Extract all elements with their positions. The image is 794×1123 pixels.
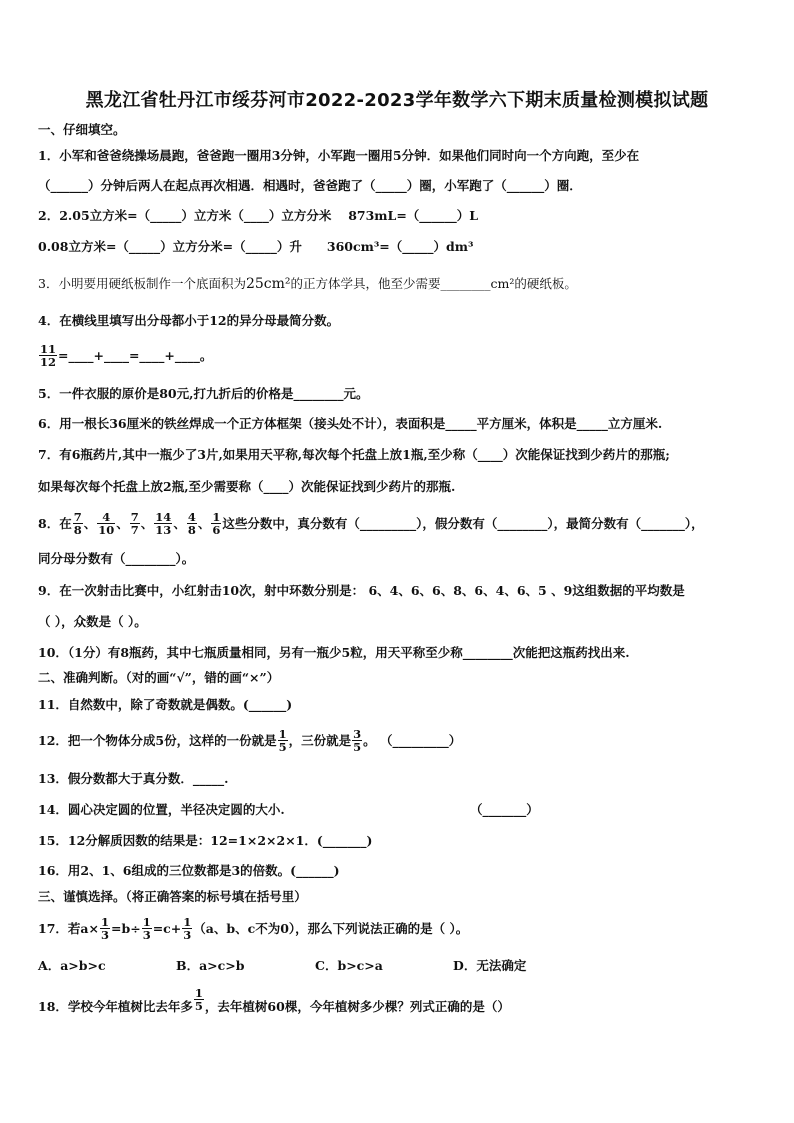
fraction-4-10: $\frac{4}{10}$ — [98, 510, 115, 537]
fraction-7-8: $\frac{7}{8}$ — [73, 510, 82, 537]
question-8-prefix: 8．在 — [38, 515, 72, 531]
question-12-text-c: 。 （_________） — [363, 732, 462, 748]
question-3-text-c: 的硬纸板。 — [514, 276, 577, 291]
question-17-option-a: A．a>b>c — [38, 958, 106, 973]
fraction-1-3: $\frac{1}{3}$ — [142, 915, 151, 942]
question-2-line-1: 2．2.05立方米=（_____）立方米（____）立方分米 873mL=（______）L — [38, 208, 479, 223]
fraction-4-8: $\frac{4}{8}$ — [187, 510, 196, 537]
question-18-text-b: ，去年植树60棵，今年植树多少棵？列式正确的是（） — [204, 998, 510, 1014]
question-17: 17．若a× $\frac{1}{3}$ =b÷ $\frac{1}{3}$ =c+ $\frac{1}{3}$ （a、b、c不为0），那么下列说法正确的是（ ）。 — [38, 910, 468, 947]
fraction-3-5: $\frac{3}{5}$ — [353, 727, 362, 754]
question-3 — [38, 274, 577, 294]
fraction-1-5: $\frac{1}{5}$ — [194, 986, 203, 1013]
question-12 — [38, 722, 461, 759]
fraction-14-13: $\frac{14}{13}$ — [155, 510, 172, 537]
question-17-option-c: C．b>c>a — [315, 958, 383, 973]
question-3-text-a: 3．小明要用硬纸板制作一个底面积为 — [38, 276, 246, 291]
question-17-option-b: B．a>c>b — [176, 958, 245, 973]
question-1-line-1: 1．小军和爸爸绕操场晨跑，爸爸跑一圈用3分钟，小军跑一圈用5分钟．如果他们同时向一个方向跑，至少在 — [38, 148, 640, 163]
question-6: 6．用一根长36厘米的铁丝焊成一个正方体框架（接头处不计），表面积是_____平方厘米，体积是_____立方厘米. — [38, 416, 663, 431]
question-2-line-2: 0.08立方米=（_____）立方分米=（_____）升 360cm³=（_____）dm³ — [38, 239, 474, 254]
question-8-suffix: 这些分数中，真分数有（_________），假分数有（________），最简分数有（_______）， — [222, 515, 704, 531]
question-1-line-2: （______）分钟后两人在起点再次相遇．相遇时，爸爸跑了（_____）圈，小军跑了（______）圈． — [38, 178, 582, 193]
fraction-1-5: $\frac{1}{5}$ — [278, 727, 287, 754]
page-title: 黑龙江省牡丹江市绥芬河市2022-2023学年数学六下期末质量检测模拟试题 — [85, 90, 709, 111]
fraction-7-7: $\frac{7}{7}$ — [130, 510, 139, 537]
section-2-heading: 二、准确判断。（对的画“√”，错的画“×”） — [38, 670, 280, 685]
fraction-1-6: $\frac{1}{6}$ — [212, 510, 221, 537]
question-3-text-b: 的正方体学具，他至少需要________ — [290, 276, 491, 291]
question-15: 15．12分解质因数的结果是：12=1×2×2×1．(_______) — [38, 833, 373, 848]
question-3-area: 25cm² — [245, 276, 291, 292]
question-9-line-2: （ ），众数是（ ）。 — [38, 614, 147, 629]
question-18-text-a: 18．学校今年植树比去年多 — [38, 998, 193, 1014]
question-11: 11．自然数中，除了奇数就是偶数。(______) — [38, 697, 293, 712]
question-17-text-b: （a、b、c不为0），那么下列说法正确的是（ ）。 — [193, 920, 469, 936]
question-3-unit: cm² — [490, 276, 515, 291]
question-8-line-2: 同分母分数有（________）。 — [38, 551, 195, 566]
question-14-answer-blank: （_______） — [470, 802, 539, 817]
question-4-equation — [38, 336, 212, 375]
question-4-blanks: =____+____=____+____。 — [58, 347, 213, 363]
question-9-line-1: 9．在一次射击比赛中，小红射击10次，射中环数分别是： 6、4、6、6、8、6、4、6、5 、9这组数据的平均数是 — [38, 583, 685, 598]
question-13: 13．假分数都大于真分数．_____. — [38, 771, 229, 786]
question-10: 10．（1分）有8瓶药，其中七瓶质量相同，另有一瓶少5粒，用天平称至少称________次能把这瓶药找出来. — [38, 645, 630, 660]
question-7-line-1: 7．有6瓶药片,其中一瓶少了3片,如果用天平称,每次每个托盘上放1瓶,至少称（____）次能保证找到少药片的那瓶; — [38, 447, 670, 462]
question-16: 16．用2、1、6组成的三位数都是3的倍数。(______) — [38, 863, 340, 878]
question-17-text-a: 17．若 — [38, 920, 81, 936]
question-7-line-2: 如果每次每个托盘上放2瓶,至少需要称（____）次能保证找到少药片的那瓶. — [38, 479, 456, 494]
question-18 — [38, 988, 510, 1025]
fraction-1-3: $\frac{1}{3}$ — [100, 915, 109, 942]
question-17-option-d: D．无法确定 — [453, 958, 527, 973]
section-1-heading: 一、仔细填空。 — [38, 122, 126, 137]
question-12-text-a: 12．把一个物体分成5份，这样的一份就是 — [38, 732, 277, 748]
question-8-line-1: 8．在 $\frac{7}{8}$ 、 $\frac{4}{10}$ 、 $\frac{7}{7}$ 、 $\frac{14}{13}$ 、 $\frac{4}{8}$ 、 $\frac{1}{6}$ 这些分数中，真分数有（_________），假分数有（________），最简分数有（_______）， — [38, 506, 704, 541]
question-14-text: 14．圆心决定圆的位置，半径决定圆的大小. — [38, 802, 285, 817]
question-5: 5．一件衣服的原价是80元,打九折后的价格是________元。 — [38, 386, 369, 401]
section-3-heading: 三、谨慎选择。（将正确答案的标号填在括号里） — [38, 889, 307, 904]
question-12-text-b: ，三份就是 — [288, 732, 352, 748]
question-4-text: 4．在横线里填写出分母都小于12的异分母最简分数。 — [38, 313, 340, 328]
fraction-1-3: $\frac{1}{3}$ — [183, 915, 192, 942]
fraction-11-12: $\frac{11}{12}$ — [40, 342, 57, 369]
